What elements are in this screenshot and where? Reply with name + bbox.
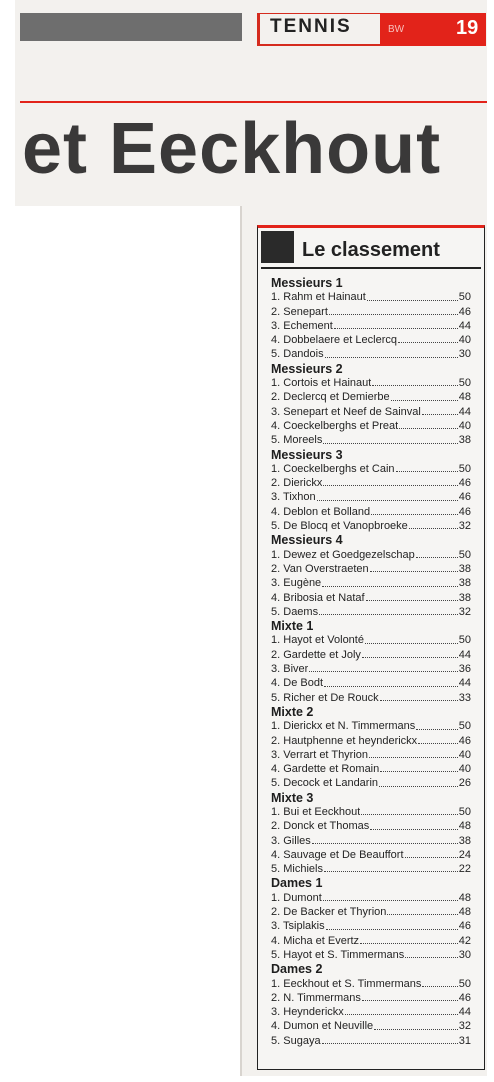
- player-name-text: Coeckelberghs et Cain: [283, 462, 395, 475]
- dot-leader: [324, 686, 458, 687]
- player-name-text: Gilles: [283, 834, 311, 847]
- player-name: [271, 1005, 344, 1019]
- points-value: 42: [458, 934, 471, 947]
- points-value: 44: [458, 648, 471, 661]
- category-heading: Messieurs 4: [271, 533, 343, 548]
- points-value: 38: [458, 834, 471, 847]
- rank-number: 2.: [271, 906, 281, 919]
- classement-list: [271, 276, 471, 1048]
- player-name: [271, 1034, 321, 1048]
- dot-leader: [345, 1014, 458, 1015]
- dot-leader: [319, 614, 458, 615]
- ranking-row: [271, 347, 471, 361]
- points-value: 50: [458, 805, 471, 818]
- points-value: 48: [458, 391, 471, 404]
- player-name: [271, 305, 328, 319]
- dot-leader: [416, 557, 458, 558]
- ranking-row: [271, 490, 471, 504]
- ranking-row: [271, 719, 471, 733]
- player-name: [271, 805, 360, 819]
- rank-number: 5.: [271, 520, 281, 533]
- rank-number: 3.: [271, 491, 281, 504]
- points-value: 33: [458, 691, 471, 704]
- category-heading: Messieurs 3: [271, 447, 343, 462]
- rank-number: 5.: [271, 777, 281, 790]
- points-value: 46: [458, 991, 471, 1004]
- ranking-row: [271, 734, 471, 748]
- rank-number: 3.: [271, 834, 281, 847]
- rank-number: 1.: [271, 891, 281, 904]
- rank-number: 5.: [271, 348, 281, 361]
- points-value: 48: [458, 891, 471, 904]
- rank-number: 5.: [271, 948, 281, 961]
- dot-leader: [362, 657, 458, 658]
- player-name: [271, 519, 408, 533]
- player-name-text: Heynderickx: [283, 1006, 344, 1019]
- rank-number: 2.: [271, 477, 281, 490]
- dot-leader: [405, 957, 457, 958]
- points-value: 50: [458, 634, 471, 647]
- points-value: 44: [458, 319, 471, 332]
- rank-number: 3.: [271, 748, 281, 761]
- classement-marker-square: [261, 231, 294, 263]
- player-name-text: Dierickx et N. Timmermans: [283, 720, 416, 733]
- category-heading: Messieurs 1: [271, 276, 343, 290]
- rank-number: 1.: [271, 977, 281, 990]
- ranking-row: [271, 548, 471, 562]
- rank-number: 3.: [271, 319, 281, 332]
- player-name-text: Donck et Thomas: [283, 820, 370, 833]
- player-name-text: Deblon et Bolland: [283, 505, 371, 518]
- dot-leader: [398, 342, 458, 343]
- rank-number: 2.: [271, 991, 281, 1004]
- ranking-row: [271, 662, 471, 676]
- rank-number: 4.: [271, 934, 281, 947]
- player-name-text: Hayot et S. Timmermans: [283, 948, 405, 961]
- player-name-text: N. Timmermans: [283, 991, 361, 1004]
- points-value: 44: [458, 405, 471, 418]
- points-value: 32: [458, 605, 471, 618]
- points-value: 40: [458, 334, 471, 347]
- player-name-text: Dumon et Neuville: [283, 1020, 374, 1033]
- rank-number: 4.: [271, 591, 281, 604]
- dot-leader: [372, 385, 457, 386]
- player-name: [271, 991, 361, 1005]
- ranking-row: [271, 977, 471, 991]
- rank-number: 4.: [271, 334, 281, 347]
- points-value: 40: [458, 763, 471, 776]
- rank-number: 3.: [271, 663, 281, 676]
- category-heading: Mixte 2: [271, 704, 314, 719]
- rank-number: 1.: [271, 720, 281, 733]
- player-name-text: Moreels: [283, 434, 323, 447]
- points-value: 44: [458, 677, 471, 690]
- player-name: [271, 891, 322, 905]
- player-name-text: Eeckhout et S. Timmermans: [283, 977, 422, 990]
- player-name-text: Dobbelaere et Leclercq: [283, 334, 397, 347]
- dot-leader: [391, 400, 458, 401]
- points-value: 36: [458, 663, 471, 676]
- player-name-text: Bribosia et Nataf: [283, 591, 365, 604]
- rank-number: 5.: [271, 863, 281, 876]
- ranking-row: [271, 405, 471, 419]
- rank-number: 3.: [271, 577, 281, 590]
- rank-number: 2.: [271, 391, 281, 404]
- dot-leader: [362, 1000, 458, 1001]
- player-name-text: De Backer et Thyrion: [283, 906, 387, 919]
- player-name: [271, 905, 386, 919]
- player-name-text: Dierickx: [283, 477, 323, 490]
- dot-leader: [387, 914, 457, 915]
- player-name-text: Cortois et Hainaut: [283, 377, 372, 390]
- player-name: [271, 734, 417, 748]
- points-value: 32: [458, 1020, 471, 1033]
- player-name: [271, 333, 397, 347]
- points-value: 30: [458, 348, 471, 361]
- player-name-text: Gardette et Romain: [283, 763, 380, 776]
- dot-leader: [422, 414, 458, 415]
- points-value: 44: [458, 1006, 471, 1019]
- ranking-row: [271, 862, 471, 876]
- dot-leader: [325, 357, 458, 358]
- rank-number: 4.: [271, 677, 281, 690]
- points-value: 40: [458, 748, 471, 761]
- ranking-row: [271, 462, 471, 476]
- points-value: 38: [458, 434, 471, 447]
- rank-number: 2.: [271, 562, 281, 575]
- rank-number: 4.: [271, 505, 281, 518]
- article-headline: et Eeckhout: [22, 109, 442, 189]
- ranking-row: [271, 905, 471, 919]
- ranking-row: [271, 834, 471, 848]
- player-name-text: Hautphenne et heynderickx: [283, 734, 418, 747]
- rank-number: 5.: [271, 691, 281, 704]
- player-name-text: De Blocq et Vanopbroeke: [283, 520, 408, 533]
- rank-number: 5.: [271, 434, 281, 447]
- player-name-text: Michiels: [283, 863, 323, 876]
- player-name: [271, 948, 404, 962]
- rank-number: 2.: [271, 305, 281, 318]
- player-name: [271, 919, 325, 933]
- ranking-row: [271, 390, 471, 404]
- player-name-text: Senepart: [283, 305, 328, 318]
- rank-number: 3.: [271, 920, 281, 933]
- category-heading: Messieurs 2: [271, 361, 343, 376]
- player-name-text: Richer et De Rouck: [283, 691, 379, 704]
- points-value: 48: [458, 906, 471, 919]
- points-value: 46: [458, 920, 471, 933]
- player-name: [271, 548, 415, 562]
- dot-leader: [323, 443, 457, 444]
- player-name: [271, 419, 398, 433]
- dot-leader: [361, 814, 457, 815]
- player-name: [271, 934, 359, 948]
- headline-rule: [20, 101, 487, 103]
- rank-number: 3.: [271, 405, 281, 418]
- ranking-row: [271, 762, 471, 776]
- ranking-row: [271, 948, 471, 962]
- player-name-text: Tsiplakis: [283, 920, 325, 933]
- player-name: [271, 1019, 373, 1033]
- ranking-row: [271, 591, 471, 605]
- dot-leader: [379, 786, 458, 787]
- ranking-row: [271, 991, 471, 1005]
- ranking-row: [271, 433, 471, 447]
- dot-leader: [309, 671, 457, 672]
- player-name-text: Decock et Landarin: [283, 777, 379, 790]
- ranking-row: [271, 691, 471, 705]
- ranking-row: [271, 848, 471, 862]
- player-name-text: Dandois: [283, 348, 324, 361]
- dot-leader: [334, 328, 458, 329]
- player-name-text: Eugène: [283, 577, 322, 590]
- rank-number: 4.: [271, 848, 281, 861]
- ranking-row: [271, 891, 471, 905]
- rank-number: 1.: [271, 377, 281, 390]
- rank-number: 1.: [271, 548, 281, 561]
- points-value: 38: [458, 577, 471, 590]
- points-value: 46: [458, 505, 471, 518]
- clipping-cut-edge: [240, 206, 242, 1076]
- dot-leader: [360, 943, 458, 944]
- player-name: [271, 476, 322, 490]
- player-name: [271, 819, 369, 833]
- dot-leader: [369, 757, 458, 758]
- player-name: [271, 562, 369, 576]
- points-value: 48: [458, 820, 471, 833]
- ranking-row: [271, 519, 471, 533]
- dot-leader: [370, 829, 457, 830]
- dot-leader: [329, 314, 458, 315]
- rank-number: 3.: [271, 1006, 281, 1019]
- player-name: [271, 390, 390, 404]
- player-name-text: Sugaya: [283, 1034, 321, 1047]
- edition-label: BW: [388, 24, 405, 35]
- player-name: [271, 347, 324, 361]
- player-name: [271, 376, 371, 390]
- category-heading: Mixte 3: [271, 790, 314, 805]
- ranking-row: [271, 1019, 471, 1033]
- points-value: 50: [458, 720, 471, 733]
- dot-leader: [312, 843, 458, 844]
- ranking-row: [271, 605, 471, 619]
- points-value: 50: [458, 977, 471, 990]
- points-value: 24: [458, 848, 471, 861]
- dot-leader: [371, 514, 458, 515]
- ranking-row: [271, 476, 471, 490]
- points-value: 26: [458, 777, 471, 790]
- dot-leader: [366, 600, 458, 601]
- dot-leader: [405, 857, 458, 858]
- player-name-text: Daems: [283, 605, 319, 618]
- ranking-row: [271, 505, 471, 519]
- dot-leader: [380, 700, 458, 701]
- player-name: [271, 290, 366, 304]
- points-value: 32: [458, 520, 471, 533]
- player-name: [271, 834, 311, 848]
- ranking-row: [271, 333, 471, 347]
- dot-leader: [324, 871, 458, 872]
- ranking-row: [271, 805, 471, 819]
- header-grey-bar: [20, 13, 242, 41]
- points-value: 46: [458, 491, 471, 504]
- ranking-row: [271, 290, 471, 304]
- player-name: [271, 505, 370, 519]
- ranking-row: [271, 819, 471, 833]
- ranking-row: [271, 676, 471, 690]
- ranking-row: [271, 648, 471, 662]
- dot-leader: [323, 485, 457, 486]
- dot-leader: [322, 586, 458, 587]
- category-heading: Mixte 1: [271, 619, 314, 634]
- dot-leader: [396, 471, 458, 472]
- points-value: 38: [458, 591, 471, 604]
- category-heading: Dames 2: [271, 962, 323, 977]
- dot-leader: [399, 428, 458, 429]
- player-name: [271, 462, 395, 476]
- rank-number: 1.: [271, 291, 281, 304]
- player-name-text: Dumont: [283, 891, 322, 904]
- rank-number: 4.: [271, 763, 281, 776]
- dot-leader: [416, 729, 457, 730]
- player-name-text: Echement: [283, 319, 333, 332]
- points-value: 38: [458, 562, 471, 575]
- dot-leader: [365, 643, 458, 644]
- points-value: 22: [458, 863, 471, 876]
- player-name-text: Dewez et Goedgezelschap: [283, 548, 415, 561]
- rank-number: 1.: [271, 462, 281, 475]
- player-name-text: Sauvage et De Beauffort: [283, 848, 404, 861]
- dot-leader: [367, 300, 458, 301]
- ranking-row: [271, 934, 471, 948]
- player-name-text: Micha et Evertz: [283, 934, 360, 947]
- ranking-row: [271, 919, 471, 933]
- classement-title: Le classement: [302, 239, 440, 261]
- player-name: [271, 676, 323, 690]
- player-name: [271, 490, 316, 504]
- player-name: [271, 691, 379, 705]
- dot-leader: [422, 986, 457, 987]
- ranking-row: [271, 748, 471, 762]
- player-name-text: Bui et Eeckhout: [283, 805, 361, 818]
- player-name: [271, 633, 364, 647]
- points-value: 50: [458, 291, 471, 304]
- player-name: [271, 662, 308, 676]
- section-label: TENNIS: [270, 16, 352, 37]
- player-name: [271, 605, 318, 619]
- player-name-text: Gardette et Joly: [283, 648, 361, 661]
- player-name-text: Declercq et Demierbe: [283, 391, 390, 404]
- rank-number: 4.: [271, 1020, 281, 1033]
- category-heading: Dames 1: [271, 876, 323, 891]
- ranking-row: [271, 419, 471, 433]
- ranking-row: [271, 376, 471, 390]
- ranking-row: [271, 1005, 471, 1019]
- player-name: [271, 591, 365, 605]
- rank-number: 5.: [271, 1034, 281, 1047]
- player-name: [271, 848, 404, 862]
- player-name-text: Tixhon: [283, 491, 316, 504]
- ranking-row: [271, 319, 471, 333]
- player-name-text: Senepart et Neef de Sainval: [283, 405, 421, 418]
- ranking-row: [271, 1034, 471, 1048]
- player-name: [271, 319, 333, 333]
- rank-number: 5.: [271, 605, 281, 618]
- ranking-row: [271, 305, 471, 319]
- player-name: [271, 433, 322, 447]
- player-name-text: Biver: [283, 663, 309, 676]
- rank-number: 4.: [271, 419, 281, 432]
- points-value: 50: [458, 377, 471, 390]
- ranking-row: [271, 633, 471, 647]
- player-name: [271, 405, 421, 419]
- rank-number: 2.: [271, 734, 281, 747]
- dot-leader: [370, 571, 458, 572]
- rank-number: 2.: [271, 648, 281, 661]
- dot-leader: [409, 528, 458, 529]
- dot-leader: [374, 1029, 458, 1030]
- page-number: 19: [456, 17, 479, 39]
- rank-number: 1.: [271, 805, 281, 818]
- rank-number: 2.: [271, 820, 281, 833]
- player-name-text: Rahm et Hainaut: [283, 291, 366, 304]
- points-value: 40: [458, 419, 471, 432]
- dot-leader: [326, 929, 458, 930]
- points-value: 46: [458, 305, 471, 318]
- player-name: [271, 748, 368, 762]
- ranking-row: [271, 576, 471, 590]
- player-name: [271, 977, 421, 991]
- player-name: [271, 762, 379, 776]
- player-name: [271, 576, 321, 590]
- points-value: 46: [458, 477, 471, 490]
- rank-number: 1.: [271, 634, 281, 647]
- player-name-text: Verrart et Thyrion: [283, 748, 369, 761]
- points-value: 50: [458, 462, 471, 475]
- dot-leader: [418, 743, 458, 744]
- dot-leader: [317, 500, 458, 501]
- ranking-row: [271, 776, 471, 790]
- dot-leader: [322, 1043, 458, 1044]
- player-name: [271, 719, 415, 733]
- dot-leader: [380, 771, 458, 772]
- classement-title-rule: [261, 267, 481, 269]
- dot-leader: [323, 900, 458, 901]
- points-value: 30: [458, 948, 471, 961]
- player-name-text: Coeckelberghs et Preat: [283, 419, 399, 432]
- player-name-text: Hayot et Volonté: [283, 634, 364, 647]
- player-name-text: Van Overstraeten: [283, 562, 369, 575]
- points-value: 31: [458, 1034, 471, 1047]
- player-name: [271, 776, 378, 790]
- ranking-row: [271, 562, 471, 576]
- player-name: [271, 648, 361, 662]
- player-name-text: De Bodt: [283, 677, 323, 690]
- points-value: 50: [458, 548, 471, 561]
- points-value: 46: [458, 734, 471, 747]
- player-name: [271, 862, 323, 876]
